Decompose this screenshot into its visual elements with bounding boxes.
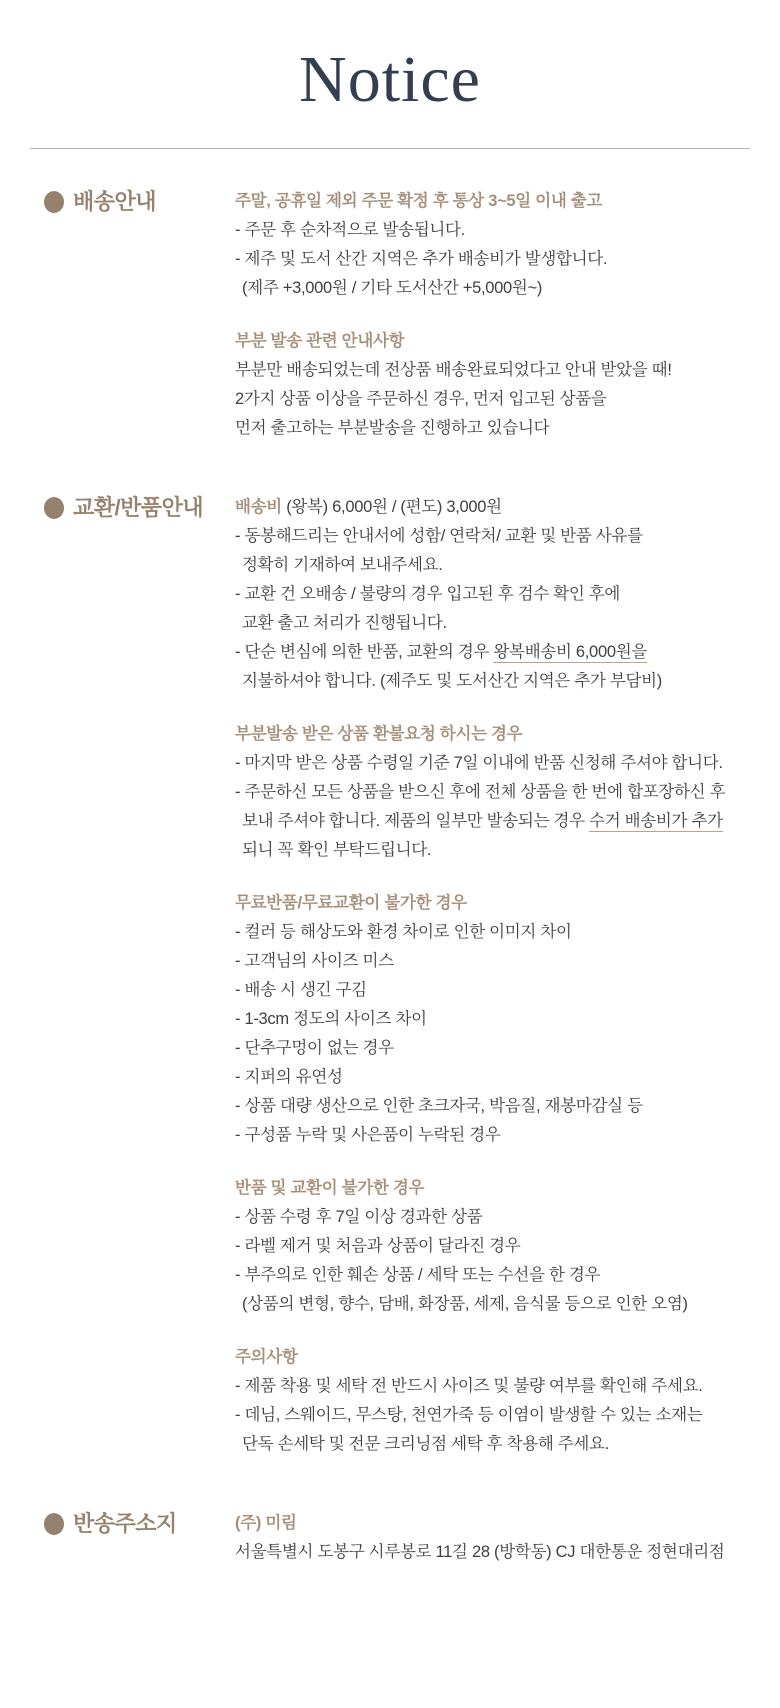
section-heading-label: 반송주소지 <box>73 1511 177 1536</box>
text-segment: 서울특별시 도봉구 시루봉로 11길 28 (방학동) CJ 대한통운 정현대리점 <box>235 1543 725 1561</box>
section-heading-shipping <box>30 187 235 216</box>
text-line <box>235 1092 750 1121</box>
block-heading: 주말, 공휴일 제외 주문 확정 후 통상 3~5일 이내 출고 <box>235 192 603 210</box>
section-heading-label: 교환/반품안내 <box>73 495 204 520</box>
text-segment: - 주문하신 모든 상품을 받으신 후에 전체 상품을 한 번에 합포장하신 후 <box>235 783 726 801</box>
text-line <box>235 493 750 522</box>
text-line <box>235 947 750 976</box>
text-segment: - 교환 건 오배송 / 불량의 경우 입고된 후 검수 확인 후에 <box>235 585 621 603</box>
text-line <box>235 609 750 638</box>
text-segment: 배송비 <box>235 498 287 516</box>
text-line <box>235 1538 750 1567</box>
section-content-shipping <box>235 187 750 443</box>
text-line <box>235 1063 750 1092</box>
block-heading: 주의사항 <box>235 1348 298 1366</box>
title-divider <box>30 148 750 149</box>
text-segment: - 구성품 누락 및 사은품이 누락된 경우 <box>235 1126 501 1144</box>
text-segment: 교환 출고 처리가 진행됩니다. <box>242 614 447 632</box>
text-line <box>235 749 750 778</box>
text-block <box>235 1174 750 1319</box>
text-line <box>235 551 750 580</box>
text-segment: 지불하셔야 합니다. (제주도 및 도서산간 지역은 추가 부담비) <box>242 672 662 690</box>
text-line <box>235 1034 750 1063</box>
text-segment: - 부주의로 인한 훼손 상품 / 세탁 또는 수선을 한 경우 <box>235 1266 601 1284</box>
text-line <box>235 918 750 947</box>
text-line <box>235 1261 750 1290</box>
section-exchange-return <box>30 493 750 1459</box>
text-line <box>235 356 750 385</box>
block-heading: 반품 및 교환이 불가한 경우 <box>235 1179 425 1197</box>
text-segment: - 제품 착용 및 세탁 전 반드시 사이즈 및 불량 여부를 확인해 주세요. <box>235 1377 703 1395</box>
text-block <box>235 889 750 1150</box>
text-segment: - 1-3cm 정도의 사이즈 차이 <box>235 1010 427 1028</box>
text-segment: - 동봉해드리는 안내서에 성함/ 연락처/ 교환 및 반품 사유를 <box>235 527 643 545</box>
underlined-text: 왕복배송비 6,000원을 <box>493 643 647 661</box>
section-heading-label: 배송안내 <box>73 189 157 214</box>
text-block <box>235 1343 750 1459</box>
page-title: Notice <box>299 43 481 116</box>
underlined-text: 수거 배송비가 추가 <box>589 812 723 830</box>
text-segment: 2가지 상품 이상을 주문하신 경우, 먼저 입고된 상품을 <box>235 390 607 408</box>
text-block <box>235 493 750 696</box>
text-segment: - 상품 대량 생산으로 인한 초크자국, 박음질, 재봉마감실 등 <box>235 1097 643 1115</box>
text-block <box>235 327 750 443</box>
text-line <box>235 1430 750 1459</box>
text-segment: - 마지막 받은 상품 수령일 기준 7일 이내에 반품 신청해 주셔야 합니다. <box>235 754 723 772</box>
text-segment: - 지퍼의 유연성 <box>235 1068 343 1086</box>
text-line <box>235 1232 750 1261</box>
text-line <box>235 638 750 667</box>
text-segment: 보내 주셔야 합니다. 제품의 일부만 발송되는 경우 <box>242 812 590 830</box>
bullet-icon <box>44 497 64 519</box>
text-block <box>235 187 750 303</box>
text-segment: - 단추구멍이 없는 경우 <box>235 1039 394 1057</box>
text-line <box>235 245 750 274</box>
text-segment: - 제주 및 도서 산간 지역은 추가 배송비가 발생합니다. <box>235 250 608 268</box>
text-line <box>235 414 750 443</box>
text-line <box>235 522 750 551</box>
text-line <box>235 1121 750 1150</box>
text-segment: (왕복) 6,000원 / (편도) 3,000원 <box>286 498 502 516</box>
text-segment: - 상품 수령 후 7일 이상 경과한 상품 <box>235 1208 483 1226</box>
text-line <box>235 580 750 609</box>
section-content-return-address <box>235 1509 750 1567</box>
text-line <box>235 778 750 807</box>
text-segment: - 단순 변심에 의한 반품, 교환의 경우 <box>235 643 494 661</box>
text-segment: 부분만 배송되었는데 전상품 배송완료되었다고 안내 받았을 때! <box>235 361 672 379</box>
text-segment: (상품의 변형, 향수, 담배, 화장품, 세제, 음식물 등으로 인한 오염) <box>242 1295 688 1313</box>
text-segment: 먼저 출고하는 부분발송을 진행하고 있습니다 <box>235 419 550 437</box>
text-line <box>235 1372 750 1401</box>
notice-sections <box>0 187 780 1567</box>
text-line <box>235 216 750 245</box>
text-segment: - 데님, 스웨이드, 무스탕, 천연가죽 등 이염이 발생할 수 있는 소재는 <box>235 1406 703 1424</box>
text-line <box>235 1290 750 1319</box>
block-heading: 무료반품/무료교환이 불가한 경우 <box>235 894 467 912</box>
text-line <box>235 807 750 836</box>
text-segment: 단독 손세탁 및 전문 크리닝점 세탁 후 착용해 주세요. <box>242 1435 609 1453</box>
text-segment: 정확히 기재하여 보내주세요. <box>242 556 443 574</box>
text-block <box>235 1509 750 1567</box>
text-block <box>235 720 750 865</box>
block-heading: (주) 미림 <box>235 1514 297 1532</box>
text-line <box>235 385 750 414</box>
section-heading-exchange-return <box>30 493 235 522</box>
text-segment: - 배송 시 생긴 구김 <box>235 981 367 999</box>
text-segment: 되니 꼭 확인 부탁드립니다. <box>242 841 432 859</box>
bullet-icon <box>44 191 64 213</box>
section-heading-return-address <box>30 1509 235 1538</box>
text-segment: - 라벨 제거 및 처음과 상품이 달라진 경우 <box>235 1237 521 1255</box>
text-line <box>235 1005 750 1034</box>
text-segment: - 고객님의 사이즈 미스 <box>235 952 394 970</box>
section-shipping <box>30 187 750 443</box>
text-line <box>235 667 750 696</box>
text-line <box>235 274 750 303</box>
text-segment: - 주문 후 순차적으로 발송됩니다. <box>235 221 465 239</box>
text-line <box>235 1401 750 1430</box>
section-return-address <box>30 1509 750 1567</box>
bullet-icon <box>44 1513 64 1535</box>
block-heading: 부분발송 받은 상품 환불요청 하시는 경우 <box>235 725 523 743</box>
text-line <box>235 836 750 865</box>
text-line <box>235 976 750 1005</box>
block-heading: 부분 발송 관련 안내사항 <box>235 332 405 350</box>
text-segment: (제주 +3,000원 / 기타 도서산간 +5,000원~) <box>242 279 543 297</box>
text-segment: - 컬러 등 해상도와 환경 차이로 인한 이미지 차이 <box>235 923 572 941</box>
text-line <box>235 1203 750 1232</box>
section-content-exchange-return <box>235 493 750 1459</box>
